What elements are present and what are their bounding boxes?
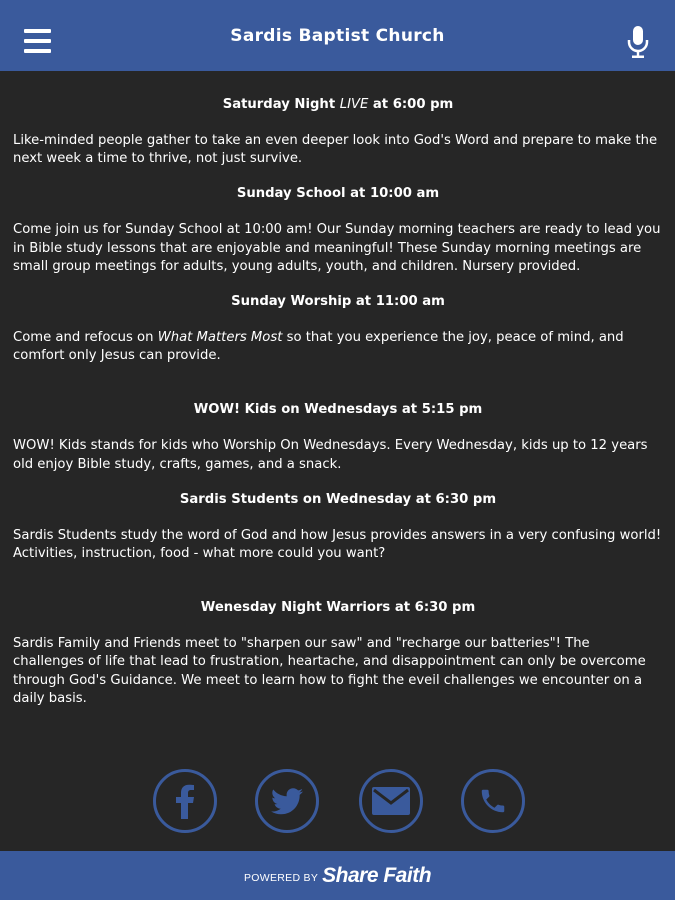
facebook-button[interactable] — [153, 769, 217, 833]
menu-button[interactable] — [24, 29, 51, 53]
section-body: Sardis Students study the word of God and how Jesus provides answers in a very confusing world! Activities, instruction, food - what more could you want? — [13, 527, 662, 562]
section-body: Sardis Family and Friends meet to "sharpen our saw" and "recharge our batteries"! The challenges of life that lead to frustration, heartache, and disappointment can only be overcome through God's Guidance. We meet to learn how to fight the eveil challenges we encounter on a daily basis. — [13, 636, 646, 706]
hamburger-menu-icon-bar — [24, 49, 51, 53]
hamburger-menu-icon-bar — [24, 39, 51, 43]
section-heading: WOW! Kids on Wednesdays at 5:15 pm — [193, 402, 483, 418]
schedule-content — [13, 96, 663, 708]
powered-by-label: POWERED BY — [243, 871, 319, 884]
page-title: Sardis Baptist Church — [230, 25, 445, 46]
twitter-button[interactable] — [255, 769, 319, 833]
phone-icon — [478, 786, 508, 816]
powered-by-footer — [0, 851, 675, 900]
section-heading: Wenesday Night Warriors at 6:30 pm — [200, 600, 476, 616]
hamburger-menu-icon — [24, 29, 51, 33]
sharefaith-logo[interactable]: Share Faith — [322, 863, 432, 887]
section-heading: Sunday Worship at 11:00 am — [231, 294, 445, 310]
section-heading: Saturday Night LIVE at 6:00 pm — [222, 97, 454, 112]
section-body: Come and refocus on What Matters Most so that you experience the joy, peace of mind, and comfort only Jesus can provide. — [13, 330, 624, 364]
section-heading: Sunday School at 10:00 am — [236, 186, 440, 202]
email-button[interactable] — [359, 769, 423, 833]
twitter-icon — [271, 788, 303, 815]
section-body: Like-minded people gather to take an even deeper look into God's Word and prepare to make the next week a time to thrive, not just survive. — [13, 133, 658, 167]
section-heading: Sardis Students on Wednesday at 6:30 pm — [179, 491, 497, 507]
email-icon — [372, 787, 410, 815]
section-body: WOW! Kids stands for kids who Worship On Wednesdays. Every Wednesday, kids up to 12 years old enjoy Bible study, crafts, games, and a snack. — [13, 438, 648, 472]
app-header — [0, 0, 675, 71]
microphone-icon — [627, 26, 649, 58]
section-body: Come join us for Sunday School at 10:00 am! Our Sunday morning teachers are ready to lead you in Bible study lessons that are enjoyable and meaningful! These Sunday morning meetings are small group meetings for adults, young adults, youth, and children. Nursery provided. — [13, 222, 661, 274]
phone-button[interactable] — [461, 769, 525, 833]
facebook-icon — [174, 783, 196, 819]
voice-search-button[interactable] — [627, 26, 649, 58]
